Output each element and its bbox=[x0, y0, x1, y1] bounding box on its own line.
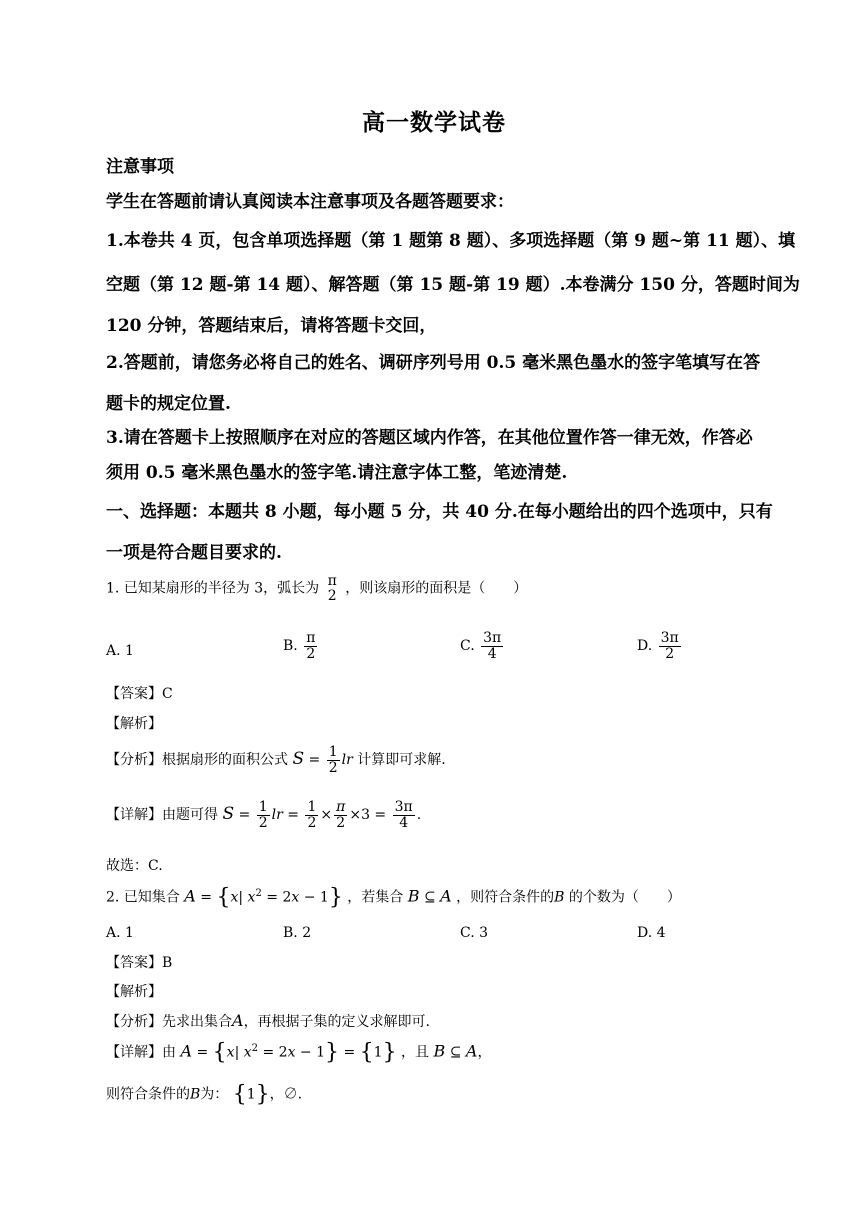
q1-fenxi-b: 计算即可求解. bbox=[357, 752, 446, 769]
q2-fenxi-b: ，再根据子集的定义求解即可. bbox=[243, 1014, 431, 1030]
q2-xiangjie: 【详解】由 A = {x| $x^2 = 2x - 1\} = \{1\}$ ，且 B ⊆ A， bbox=[106, 1040, 492, 1065]
q2-fenxi: 【分析】先求出集合A，再根据子集的定义求解即可. bbox=[106, 1011, 431, 1030]
q1-stem-b: ，则该扇形的面积是（ ） bbox=[345, 580, 528, 597]
q1-option-c-label: C. bbox=[460, 638, 475, 655]
notice-item2-line1: 2.答题前，请您务必将自己的姓名、调研序列号用 0.5 毫米黑色墨水的签字笔填写在答 bbox=[106, 353, 761, 373]
section1-line2: 一项是符合题目要求的. bbox=[106, 543, 282, 563]
q2-stem-d: 的个数为（ ） bbox=[568, 889, 681, 906]
q1-xiangjie-a: 【详解】由题可得 bbox=[106, 807, 218, 824]
q2-analysis: 【解析】 bbox=[106, 984, 162, 1000]
notice-item1-line1: 1.本卷共 4 页，包含单项选择题（第 1 题第 8 题）、多项选择题（第 9 题~第 11 题）、填 bbox=[106, 231, 796, 251]
q2-option-b: B. 2 bbox=[283, 925, 312, 941]
q1-conclusion: 故选：C. bbox=[106, 858, 163, 874]
notice-item2-line2: 题卡的规定位置. bbox=[106, 394, 231, 414]
q1-option-a: A. 1 bbox=[106, 643, 134, 659]
q1-stem-frac-den: 2 bbox=[327, 587, 337, 604]
q1-stem-fraction bbox=[326, 574, 339, 603]
q1-option-b bbox=[283, 631, 319, 661]
page-title: 高一数学试卷 bbox=[362, 109, 506, 136]
q2-last-b: 为： bbox=[200, 1086, 229, 1103]
q1-stem-frac-num: π bbox=[327, 573, 337, 589]
q2-stem: 2. 已知集合 A = {x| $x^2 = 2x - 1$} ，若集合 B ⊆ A ，则符合条件的B 的个数为（ ） bbox=[106, 885, 681, 910]
q1-option-b-den: 2 bbox=[306, 645, 316, 662]
q1-analysis: 【解析】 bbox=[106, 716, 162, 732]
q2-stem-a: 2. 已知集合 bbox=[106, 889, 180, 906]
notice-item3-line2: 须用 0.5 毫米黑色墨水的签字笔.请注意字体工整，笔迹清楚. bbox=[106, 463, 568, 483]
q1-option-c-num: 3π bbox=[483, 630, 502, 646]
q1-option-d-num: 3π bbox=[660, 630, 679, 646]
q1-stem bbox=[106, 574, 527, 603]
q1-xiangjie: 【详解】由题可得 S = $\frac{1}{2}$ lr = $\frac{1}{2}$ × $\frac{\pi}{2}$ ×3 = $\frac{3\pi}{4}$ . bbox=[106, 799, 422, 831]
q1-option-b-fraction bbox=[304, 631, 317, 661]
notice-intro: 学生在答题前请认真阅读本注意事项及各题答题要求： bbox=[106, 192, 514, 212]
q1-option-c-fraction bbox=[481, 631, 503, 661]
q1-option-d-label: D. bbox=[637, 638, 653, 655]
q1-option-c-den: 4 bbox=[487, 645, 497, 662]
q1-option-d-den: 2 bbox=[665, 645, 675, 662]
notice-item1-line2: 空题（第 12 题-第 14 题）、解答题（第 15 题-第 19 题）.本卷满分 150 分，答题时间为 bbox=[106, 275, 800, 295]
q1-option-d bbox=[637, 631, 683, 661]
q1-option-b-label: B. bbox=[283, 638, 298, 655]
q2-option-d: D. 4 bbox=[637, 925, 666, 941]
notice-heading: 注意事项 bbox=[106, 157, 174, 177]
q1-fenxi-a: 【分析】根据扇形的面积公式 bbox=[106, 752, 288, 769]
notice-item1-line3: 120 分钟，答题结束后，请将答题卡交回， bbox=[106, 316, 437, 336]
q2-fenxi-a: 【分析】先求出集合 bbox=[106, 1014, 232, 1030]
q1-fenxi: 【分析】根据扇形的面积公式 S = $\frac{1}{2}$ lr 计算即可求解. bbox=[106, 744, 446, 776]
q2-xiangjie-a: 【详解】由 bbox=[106, 1044, 176, 1061]
q2-xiangjie-b: ，且 bbox=[401, 1044, 430, 1061]
q1-option-d-fraction bbox=[659, 631, 681, 661]
section1-line1: 一、选择题：本题共 8 小题，每小题 5 分，共 40 分.在每小题给出的四个选项中，只有 bbox=[106, 502, 773, 522]
q1-stem-a: 1. 已知某扇形的半径为 3，弧长为 bbox=[106, 580, 320, 597]
q1-option-c bbox=[460, 631, 505, 661]
q2-option-a: A. 1 bbox=[106, 925, 134, 941]
q2-answer: 【答案】B bbox=[106, 955, 173, 971]
q2-last-a: 则符合条件的 bbox=[106, 1086, 190, 1103]
q2-stem-b: ，若集合 bbox=[347, 889, 404, 906]
q2-last-line: 则符合条件的B为： {1}，∅. bbox=[106, 1082, 303, 1107]
notice-item3-line1: 3.请在答题卡上按照顺序在对应的答题区域内作答，在其他位置作答一律无效，作答必 bbox=[106, 428, 753, 448]
q2-stem-c: ，则符合条件的 bbox=[456, 889, 555, 906]
q1-answer: 【答案】C bbox=[106, 686, 173, 702]
q2-option-c: C. 3 bbox=[460, 925, 489, 941]
q1-option-b-num: π bbox=[306, 630, 316, 646]
